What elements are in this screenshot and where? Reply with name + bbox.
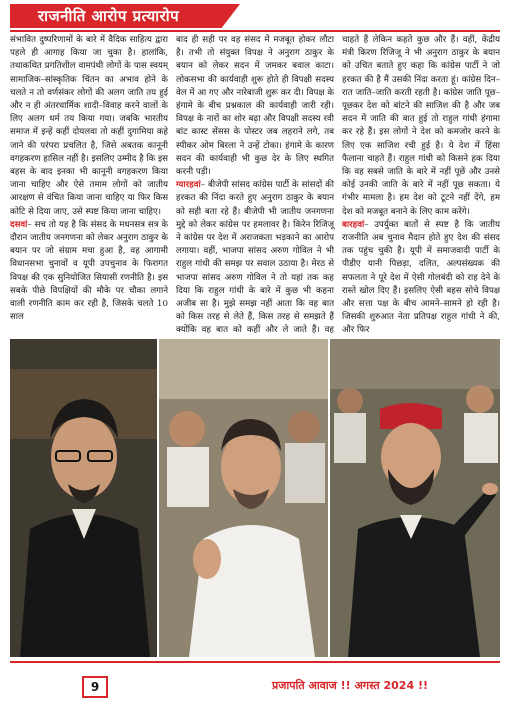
paragraph-body: – बीजेपी सांसद कांग्रेस पार्टी के सांसदों की हरकत की निंदा करते हुए अनुराग ठाकुर के बयान को सही बता रहे हैं। बीजेपी भी जातीय जनगणना मुद्दे को लेकर कांग्रेस पर हमलावर है। किरेन रिजिजू ने कांग्रेस पर देश में अराजकता भड़काने का आरोप लगाया। वहीं, भाजपा सांसद अरुण गोविल ने भी राहुल गांधी की समझ पर सवाल उठाया है। मेरठ से भाजपा सांसद अरुण गोविल ने तो यहां तक कह दिया कि राहुल गांधी के बारे में कुछ भी कहना अजीब सा है। मुझे समझ नहीं आता कि वह बात को किस तरह से लेते हैं, किस तरह से समझते हैं क्योंकि वह बात को कहीं और ले जाते हैं। वह <box>176 180 334 336</box>
paragraph-body: – उपर्युक्त बातों से स्पष्ट है कि जातीय राजनीति अब चुनाव मैदान होते हुए देश की संसद तक पहुंच चुकी है। यूपी में समाजवादी पार्टी के पीडीए यानी पिछड़ा, दलित, अल्पसंख्यक की सफलता ने पूरे देश में ऐसी गोलबंदी को राह देने के रास्ते खोल दिए हैं। इसलिए ऐसी बहस सोचे विपक्ष और सत्ता पक्ष के बीच आमने–सामने हो रही है। जिसकी शुरुआत नेता प्रतिपक्ष राहुल गांधी ने की, और फिर <box>342 219 500 336</box>
text-column-3 <box>342 34 500 354</box>
paragraph: बाद ही सही पर वह संसद में मजबूत होकर लौटा है। तभी तो संयुक्त विपक्ष ने अनुराग ठाकुर के बयान को लेकर सदन में जमकर बवाल काटा। लोकसभा की कार्यवाही शुरू होते ही विपक्षी सदस्य वेल में आ गए और नारेबाजी शुरू कर दी। विपक्ष के हंगामे के बीच प्रश्नकाल की कार्यवाही जारी रही। विपक्ष के नारों का शोर बढ़ा और विपक्षी सदस्य रवी बांट कास्ट सेंसस के पोस्टर जब लहराने लगे, तब स्पीकर ओम बिरला ने उन्हें टोका। हंगामे के कारण सदन की कार्यवाही भी कुछ देर के लिए स्थगित करनी पड़ी। <box>176 35 334 178</box>
text-column-2 <box>176 34 334 337</box>
photo-speaker-left <box>10 339 157 657</box>
text-column-1 <box>10 34 168 337</box>
paragraph-body: – सच तो यह है कि संसद के मधनसत्र सत्र के दौरान जातीय जनगणना को लेकर अनुराग ठाकुर के बयान पर जो संग्राम मचा हुआ है, वह आगामी विधानसभा चुनावों व यूपी उपचुनाव के फिरागत विपक्ष की एक सुनियोजित सियासी रणनीति है। इस सबके पीछे विपक्षियों की मौके पर चौका लगाने वाली रणनीति काम कर रही है, जिसके चलते 10 साल <box>10 219 168 323</box>
photo-speaker-center <box>159 339 328 657</box>
paragraph <box>176 179 334 351</box>
paragraph-keyword: बारहवां <box>342 219 365 230</box>
header-divider <box>10 30 500 32</box>
paragraph-keyword: ग्यारहवां <box>176 180 201 191</box>
section-header <box>10 4 500 32</box>
section-title: राजनीति आरोप प्रत्यारोप <box>38 7 180 25</box>
footer-divider <box>10 661 500 663</box>
page-number: 9 <box>82 676 108 698</box>
photo-illustration <box>330 339 500 657</box>
paragraph: चाहते हैं लेकिन कहते कुछ और हैं। वहीं, केंद्रीय मंत्री किरण रिजिजू ने भी अनुराग ठाकुर के बयान को उचित बताते हुए कहा कि कांग्रेस पार्टी ने जो हरकत की है मैं उसकी निंदा करता हूं। कांग्रेस दिन–रात जाति–जाति करती रहती है। कांग्रेस जाति पूछ–पूछकर देश को बांटने की साजिश की है और जब सदन में जाति की बात हुई तो राहुल गांधी हंगामा कर रहे हैं। इस लोगों ने देश को कमजोर करने के लिए एक साजिश रची हुई है। ये देश में हिंसा फैलाना चाहते हैं। राहुल गांधी को किसने हक दिया कि वह सबसे जाति के बारे में नहीं पूछें और उनसे कोई उनकी जाति के बारे में नहीं पूछ सकता। ये गंभीर मामला है। हम देश को टूटने नहीं देंगे, हम देश को मजबूत बनाने के लिए काम करेंगे। <box>342 35 500 217</box>
photo-illustration <box>10 339 157 657</box>
paragraph-keyword: दसवां <box>10 219 28 230</box>
paragraph <box>342 219 500 338</box>
paragraph <box>10 219 168 325</box>
photo-speaker-right <box>330 339 500 657</box>
paragraph: संभावित दुष्परिणामों के बारे में वैदिक साहित्य द्वारा पहले ही आगाह किया जा चुका है। हालांकि, तथाकथित प्रगतिशील वामपंथी लोगों के पास स्वयम् सामाजिक–सांस्कृतिक चिंतन का अभाव होने के चलते न तो वर्णसंकर लोगों की अलग जाति तय हुई और न ही अंतरधार्मिक शादी–विवाह करने वालों के लिए अलग धर्म तय किया गया। जबकि भारतीय समाज में इन्हें कहीं दोयलवा तो कहीं दुगामिया कहे जाने की परंपरा प्रचलित है, जिसे अबतक कानूनी वगहकरण हासिल नहीं है। इसलिए उम्मीद है कि इस बहस के बाद इनका भी कानूनी वगहकरण किया जाना चाहिए और ऐसे तमाम लोगों को जातीय आरक्षण से वंचित किया जाना चाहिए या फिर किस कोटि से दिया जाए, उसे स्पष्ट किया जाना चाहिए। <box>10 35 168 217</box>
publication-footer: प्रजापति आवाज !! अगस्त 2024 !! <box>272 679 428 692</box>
photo-illustration <box>159 339 328 657</box>
